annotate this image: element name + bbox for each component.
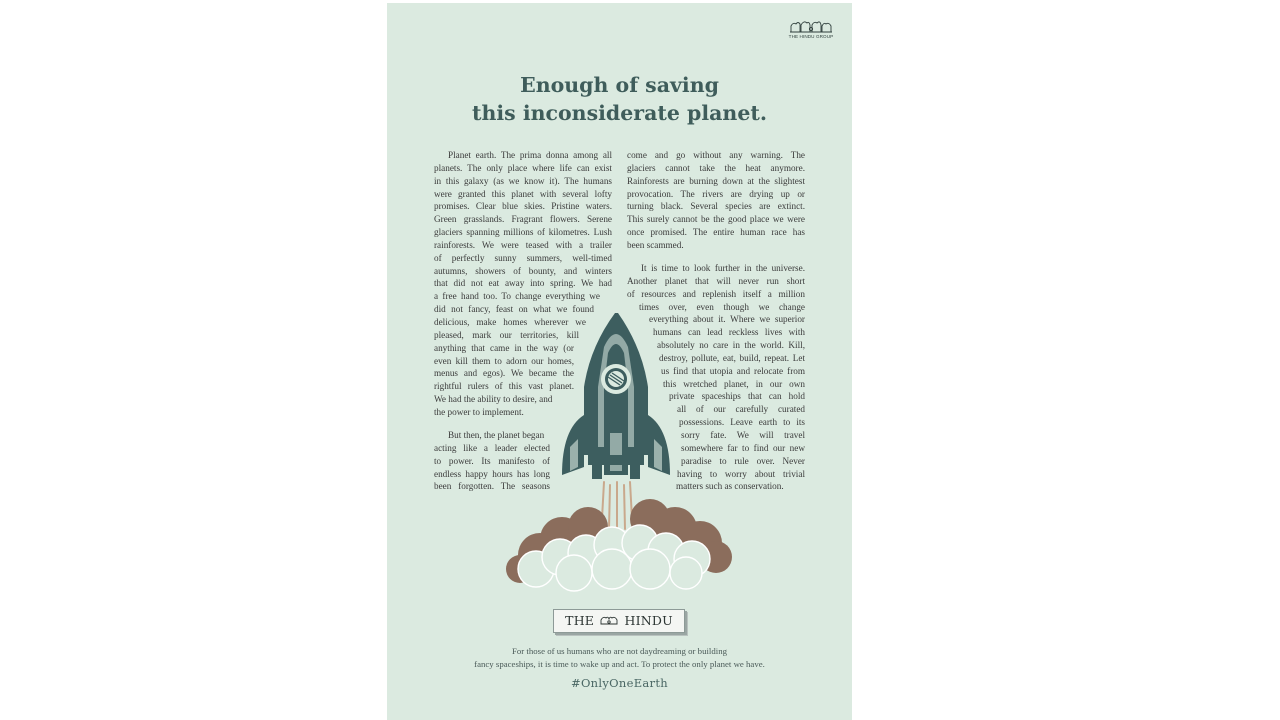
the-hindu-masthead [553, 609, 685, 633]
text-line: did not fancy, feast on what we found [434, 304, 594, 315]
tagline [387, 645, 852, 670]
text-line: even kill them to adorn our homes, [434, 355, 574, 366]
text-line: to power. Its manifesto of [434, 455, 550, 466]
text-line: autumns, showers of bounty, and winters [434, 265, 612, 276]
text-line: were granted this planet with several lofty [434, 188, 612, 199]
text-line: turning black. Several species are extinct. [627, 201, 805, 212]
text-line: endless happy hours has long [434, 468, 550, 479]
text-line: rainforests. We were teased with a trailer [434, 239, 612, 250]
text-line: possessions. Leave earth to its [679, 417, 805, 428]
hindu-group-logo [788, 19, 834, 39]
text-line: planets. The only place where life can exist [434, 162, 612, 173]
masthead-the: THE [565, 613, 595, 628]
text-line: Green grasslands. Fragrant flowers. Serene [434, 214, 612, 225]
text-line: It is time to look further in the universe. [641, 263, 805, 274]
text-line: delicious, make homes wherever we [434, 316, 586, 327]
text-line: this wretched planet, in our own [663, 378, 805, 389]
rocket-launch-icon [500, 307, 740, 592]
text-line: glaciers spanning millions of kilometres. Lush [434, 227, 612, 238]
text-line: of perfectly sunny summers, well-timed [434, 252, 612, 263]
text-line: paradise to rule over. Never [681, 455, 805, 466]
tagline-line-2: fancy spaceships, it is time to wake up and act. To protect the only planet we have. [474, 658, 765, 669]
text-line: of resources and replenish itself a million [627, 288, 805, 299]
text-line: This surely cannot be the good place we were [627, 214, 805, 225]
text-line: everything about it. Where we superior [649, 314, 805, 325]
text-line: all of our carefully curated [677, 404, 805, 415]
text-line: once promised. The entire human race has [627, 227, 805, 238]
text-line: matters such as conservation. [676, 481, 784, 492]
text-line: sorry fate. We will travel [681, 430, 805, 441]
text-line: Another planet that will never run short [627, 275, 805, 286]
text-line: But then, the planet began [448, 430, 545, 441]
text-line: Planet earth. The prima donna among all [448, 150, 612, 160]
text-line: in this galaxy (as we know it). The humans [434, 175, 612, 186]
hindu-emblem-icon [600, 615, 618, 625]
text-line: been forgotten. The seasons [434, 481, 550, 492]
text-line: menus and egos). We became the [434, 368, 574, 379]
text-line: rightful rulers of this vast planet. [434, 381, 574, 392]
hindu-group-logo-text: THE HINDU GROUP [788, 34, 834, 39]
text-line: the power to implement. [434, 406, 524, 417]
hashtag: #OnlyOneEarth [571, 676, 668, 690]
text-line: absolutely no care in the world. Kill, [657, 340, 805, 351]
text-line: a free hand too. To change everything we [434, 291, 600, 302]
text-line: Rainforests are burning down at the slightest [627, 175, 805, 186]
headline [387, 71, 852, 127]
text-line: times over, even though we change [639, 301, 805, 312]
text-line: provocation. The rivers are drying up or [627, 188, 805, 199]
text-line: acting like a leader elected [434, 442, 550, 453]
rocket-body [562, 313, 670, 479]
text-line: come and go without any warning. The [627, 150, 805, 160]
text-line: humans can lead reckless lives with [653, 327, 805, 338]
tagline-line-1: For those of us humans who are not daydreaming or building [512, 646, 727, 656]
headline-line-2: this inconsiderate planet. [472, 101, 767, 125]
text-line: somewhere far to find our new [681, 442, 805, 453]
headline-line-1: Enough of saving [520, 73, 719, 97]
text-line: anything that came in the way (or [434, 342, 574, 353]
text-line: destroy, pollute, eat, build, repeat. Let [659, 352, 805, 363]
advertisement-poster [387, 3, 852, 720]
text-line: having to worry about trivial [677, 468, 805, 479]
text-line: private spaceships that can hold [669, 391, 805, 402]
masthead-hindu: HINDU [624, 613, 673, 628]
text-line: glaciers cannot take the heat anymore. [627, 162, 805, 173]
text-line: us find that utopia and relocate from [661, 365, 805, 376]
text-line: promises. Clear blue skies. Pristine waters. [434, 201, 612, 212]
text-line: pleased, mark our territories, kill [434, 329, 579, 340]
text-line: We had the ability to desire, and [434, 394, 553, 405]
text-line: been scammed. [627, 239, 684, 250]
lions-emblem-icon [789, 19, 833, 33]
text-line: that did not eat away into spring. We had [434, 278, 612, 289]
